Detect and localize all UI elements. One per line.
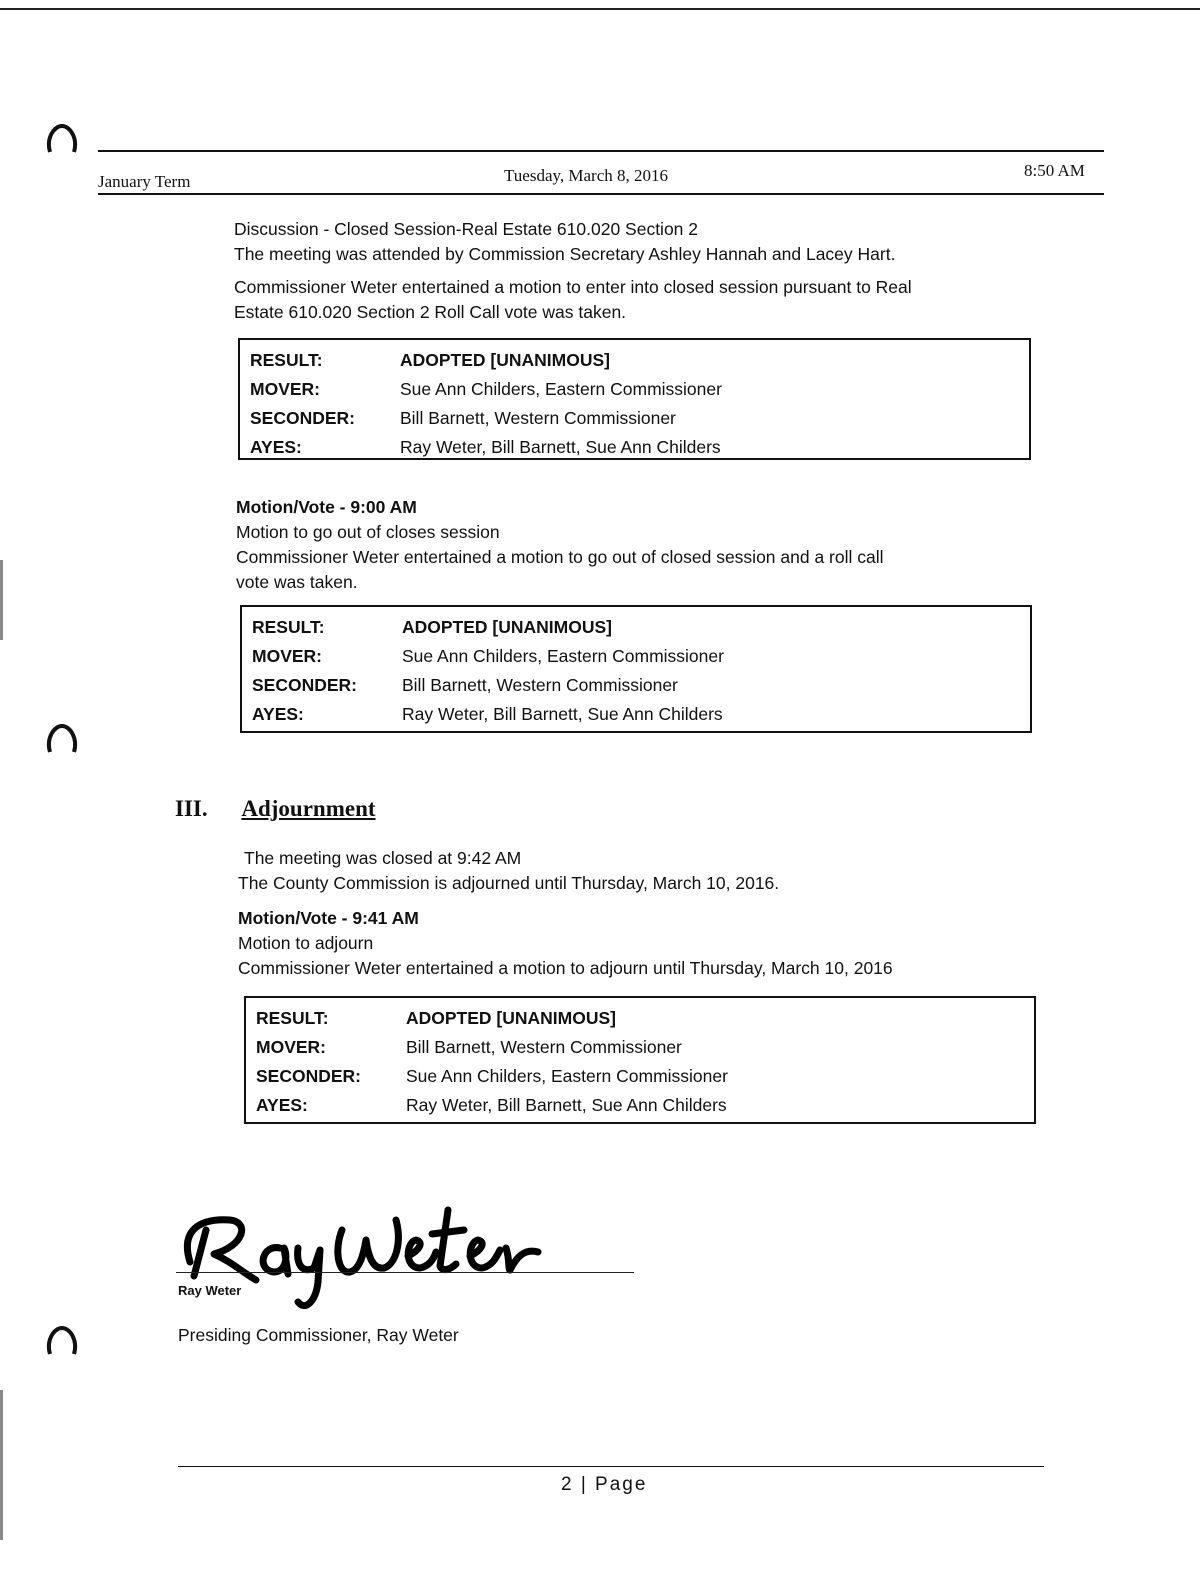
header-time: 8:50 AM: [1024, 161, 1085, 180]
closed-session-block: [234, 217, 1094, 325]
mover-label: MOVER:: [252, 646, 322, 666]
motion-line: Motion to adjourn: [238, 933, 374, 953]
header-bottom-rule: [98, 193, 1104, 195]
seconder-value: Sue Ann Childers, Eastern Commissioner: [406, 1066, 728, 1086]
seconder-value: Bill Barnett, Western Commissioner: [402, 675, 678, 695]
vote-result-box: [238, 338, 1031, 460]
seconder-label: SECONDER:: [256, 1066, 362, 1086]
section-heading: [175, 796, 376, 822]
result-label: RESULT:: [256, 1008, 329, 1028]
mover-value: Sue Ann Childers, Eastern Commissioner: [402, 646, 724, 666]
motion-line: vote was taken.: [236, 572, 358, 592]
binder-hole-icon: [44, 1322, 80, 1358]
footer-rule: [178, 1466, 1044, 1467]
mover-label: MOVER:: [256, 1037, 326, 1057]
ayes-value: Ray Weter, Bill Barnett, Sue Ann Childers: [406, 1095, 727, 1115]
motion-line: Motion to go out of closes session: [236, 522, 500, 542]
motion-heading: Motion/Vote - 9:00 AM: [236, 497, 417, 517]
adjournment-block: [238, 846, 1098, 981]
seconder-label: SECONDER:: [250, 408, 356, 428]
ayes-label: AYES:: [252, 704, 304, 724]
scan-left-edge-mark: [0, 560, 3, 640]
motion-text: Commissioner Weter entertained a motion to enter into closed session pursuant to Real: [234, 277, 912, 297]
attended-line: The meeting was attended by Commission Secretary Ashley Hannah and Lacey Hart.: [234, 244, 896, 264]
motion-block: [236, 495, 1096, 595]
vote-result-box: [240, 605, 1032, 733]
section-title: Adjournment: [241, 796, 376, 821]
motion-line: Commissioner Weter entertained a motion to adjourn until Thursday, March 10, 2016: [238, 958, 893, 978]
closed-line: The meeting was closed at 9:42 AM: [244, 848, 522, 868]
binder-hole-icon: [44, 720, 80, 756]
motion-heading: Motion/Vote - 9:41 AM: [238, 908, 419, 928]
scan-top-edge: [0, 8, 1200, 10]
result-value: ADOPTED [UNANIMOUS]: [406, 1008, 616, 1028]
scan-left-edge-mark: [0, 1390, 3, 1540]
discussion-line: Discussion - Closed Session-Real Estate 610.020 Section 2: [234, 219, 698, 239]
result-label: RESULT:: [252, 617, 325, 637]
seconder-value: Bill Barnett, Western Commissioner: [400, 408, 676, 428]
signature-typed-name: Ray Weter: [178, 1283, 242, 1298]
result-label: RESULT:: [250, 350, 323, 370]
section-number: III.: [175, 796, 208, 821]
mover-value: Bill Barnett, Western Commissioner: [406, 1037, 682, 1057]
page-number: 2 | Page: [561, 1474, 648, 1495]
ayes-value: Ray Weter, Bill Barnett, Sue Ann Childers: [402, 704, 723, 724]
signature-line: [176, 1272, 634, 1273]
motion-line: Commissioner Weter entertained a motion to go out of closed session and a roll call: [236, 547, 884, 567]
header-date: Tuesday, March 8, 2016: [504, 166, 669, 185]
signature-title: Presiding Commissioner, Ray Weter: [178, 1325, 459, 1345]
vote-result-box: [244, 996, 1036, 1124]
ayes-label: AYES:: [250, 437, 302, 457]
adjourned-line: The County Commission is adjourned until Thursday, March 10, 2016.: [238, 873, 780, 893]
header-term: January Term: [98, 172, 191, 191]
seconder-label: SECONDER:: [252, 675, 358, 695]
motion-text: Estate 610.020 Section 2 Roll Call vote was taken.: [234, 302, 627, 322]
mover-label: MOVER:: [250, 379, 320, 399]
mover-value: Sue Ann Childers, Eastern Commissioner: [400, 379, 722, 399]
ayes-value: Ray Weter, Bill Barnett, Sue Ann Childers: [400, 437, 721, 457]
binder-hole-icon: [44, 120, 80, 156]
ayes-label: AYES:: [256, 1095, 308, 1115]
header-top-rule: [98, 150, 1104, 152]
handwritten-signature: [170, 1190, 560, 1320]
result-value: ADOPTED [UNANIMOUS]: [402, 617, 612, 637]
result-value: ADOPTED [UNANIMOUS]: [400, 350, 610, 370]
